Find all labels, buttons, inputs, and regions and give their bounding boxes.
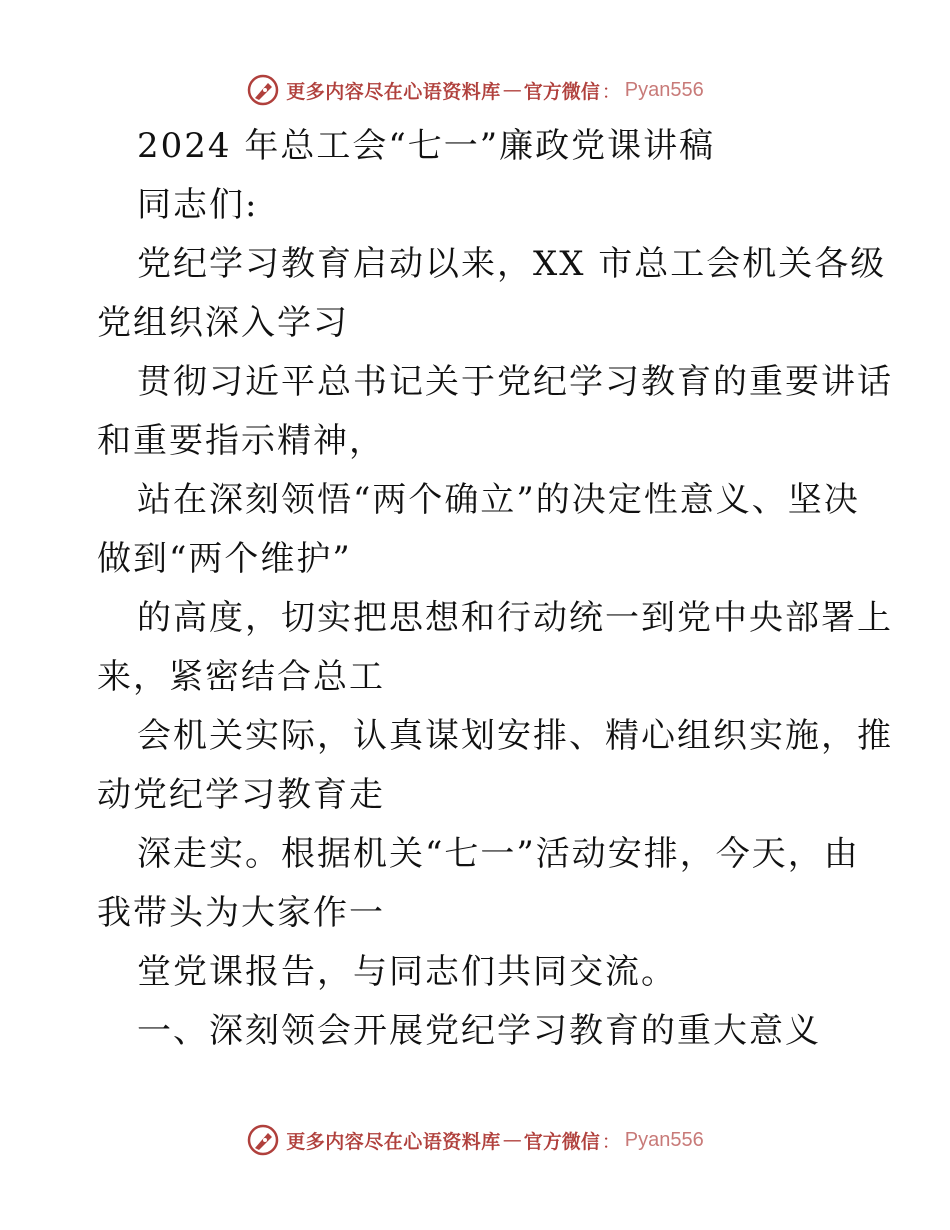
watermark-colon: ： xyxy=(601,1130,621,1153)
document-line: 站在深刻领悟“两个确立”的决定性意义、坚决 xyxy=(137,480,860,520)
document-line: 党组织深入学习 xyxy=(97,303,349,343)
footer-watermark xyxy=(0,1120,950,1160)
watermark-separator: — xyxy=(502,79,522,101)
watermark-site-name: 更多内容尽在心语资料库 xyxy=(286,1130,501,1153)
document-body xyxy=(97,117,893,1061)
document-line: 堂党课报告，与同志们共同交流。 xyxy=(137,952,677,992)
document-line: 贯彻习近平总书记关于党纪学习教育的重要讲话 xyxy=(137,362,893,402)
document-title: 2024 年总工会“七一”廉政党课讲稿 xyxy=(137,126,716,166)
watermark-wechat-id: Pyan556 xyxy=(624,1128,704,1151)
watermark-colon: ： xyxy=(601,80,621,103)
document-line: 和重要指示精神， xyxy=(97,421,385,461)
watermark-site-name: 更多内容尽在心语资料库 xyxy=(286,80,501,103)
header-watermark xyxy=(0,70,950,110)
watermark-wechat-label: 官方微信 xyxy=(523,1130,600,1153)
pen-nib-logo-icon xyxy=(246,1123,280,1157)
document-line: 会机关实际，认真谋划安排、精心组织实施，推 xyxy=(137,716,893,756)
pen-nib-logo-icon xyxy=(246,73,280,107)
watermark-wechat-label: 官方微信 xyxy=(523,80,600,103)
document-line: 来，紧密结合总工 xyxy=(97,657,385,697)
watermark-wechat-id: Pyan556 xyxy=(624,78,704,101)
document-line: 同志们: xyxy=(137,185,259,225)
document-line: 我带头为大家作一 xyxy=(97,893,385,933)
watermark-separator: — xyxy=(502,1129,522,1151)
document-line: 深走实。根据机关“七一”活动安排，今天，由 xyxy=(137,834,860,874)
document-line: 的高度，切实把思想和行动统一到党中央部署上 xyxy=(137,598,893,638)
document-line: 做到“两个维护” xyxy=(97,539,352,579)
section-heading: 一、深刻领会开展党纪学习教育的重大意义 xyxy=(137,1011,821,1051)
document-line: 党纪学习教育启动以来，XX 市总工会机关各级 xyxy=(137,244,887,284)
document-line: 动党纪学习教育走 xyxy=(97,775,385,815)
